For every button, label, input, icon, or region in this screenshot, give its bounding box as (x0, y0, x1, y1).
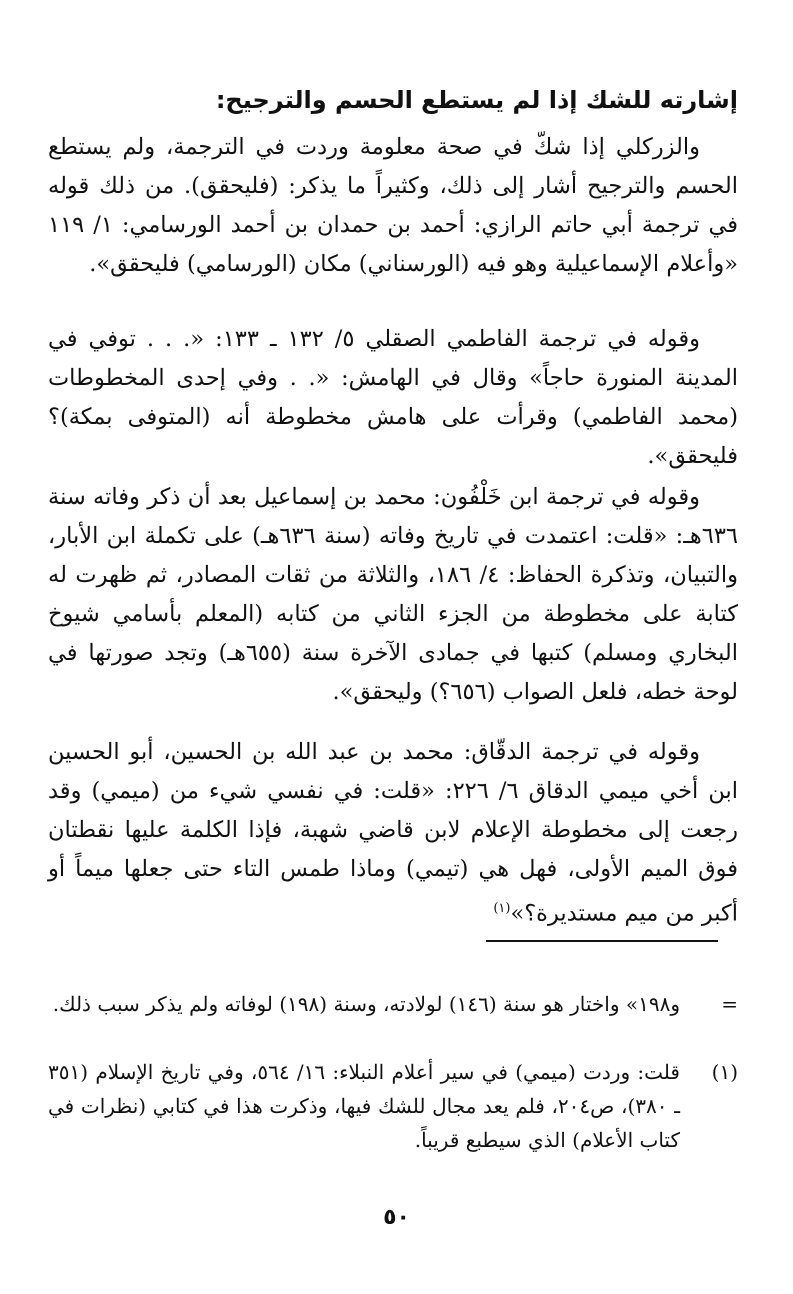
footnote-item (48, 987, 738, 1021)
page-number: ٥٠ (383, 1205, 410, 1230)
footnote-item (48, 1055, 738, 1157)
footnote-mark: (١) (711, 1060, 738, 1084)
footnote-text: و١٩٨» واختار هو سنة (١٤٦) لولادته، وسنة (١٩٨) لوفاته ولم يذكر سبب ذلك. (52, 992, 680, 1016)
footnote-separator (486, 940, 718, 942)
body-paragraph: وقوله في ترجمة الفاطمي الصقلي ٥/ ١٣٢ ـ ١٣٣: «. . . توفي في المدينة المنورة حاجاً» وقال في الهامش: «. . وفي إحدى المخطوطات (محمد الفاطمي) وقرأت على هامش مخطوطة أنه (المتوفى بمكة)؟ فليحقق». (48, 326, 738, 469)
paragraph-text: وقوله في ترجمة الدقّاق: محمد بن عبد الله بن الحسين، أبو الحسين ابن أخي ميمي الدقاق ٦/ ٢٢٦: «قلت: في نفسي شيء من (ميمي) وقد رجعت إلى مخطوطة الإعلام لابن قاضي شهبة، فإذا الكلمة عليها نقطتان فوق الميم الأولى، فهل هي (تيمي) وماذا طمس التاء حتى جعلها ميماً أو أكبر من ميم مستديرة؟» (48, 739, 738, 927)
body-paragraph: وقوله في ترجمة ابن خَلْفُون: محمد بن إسماعيل بعد أن ذكر وفاته سنة ٦٣٦هـ: «قلت: اعتمدت في تاريخ وفاته (سنة ٦٣٦هـ) على تكملة ابن الأبار، والتبيان، وتذكرة الحفاظ: ٤/ ١٨٦، والثلاثة من ثقات المصادر، ثم ظهرت له كتابة على مخطوطة من الجزء الثاني من كتابه (المعلم بأسامي شيوخ البخاري ومسلم) كتبها في جمادى الآخرة سنة (٦٥٥هـ) وتجد صورتها في لوحة خطه، فلعل الصواب (٦٥٦؟) وليحقق». (48, 484, 739, 705)
section-heading: إشارته للشك إذا لم يستطع الحسم والترجيح: (215, 86, 738, 114)
footnote-mark: = (721, 992, 738, 1016)
footnote-reference: (١) (493, 901, 511, 916)
body-paragraph (48, 733, 738, 934)
body-paragraph: والزركلي إذا شكّ في صحة معلومة وردت في الترجمة، ولم يستطع الحسم والترجيح أشار إلى ذلك، وكثيراً ما يذكر: (فليحقق). من ذلك قوله في ترجمة أبي حاتم الرازي: أحمد بن حمدان بن أحمد الورسامي: ١/ ١١٩ «وأعلام الإسماعيلية وهو فيه (الورسناني) مكان (الورسامي) فليحقق». (48, 134, 738, 277)
footnote-text: قلت: وردت (ميمي) في سير أعلام النبلاء: ١٦/ ٥٦٤، وفي تاريخ الإسلام (٣٥١ ـ ٣٨٠)، ص٢٠٤، فلم يعد مجال للشك فيها، وذكرت هذا في كتابي (نظرات في كتاب الأعلام) الذي سيطبع قريباً. (48, 1060, 680, 1152)
